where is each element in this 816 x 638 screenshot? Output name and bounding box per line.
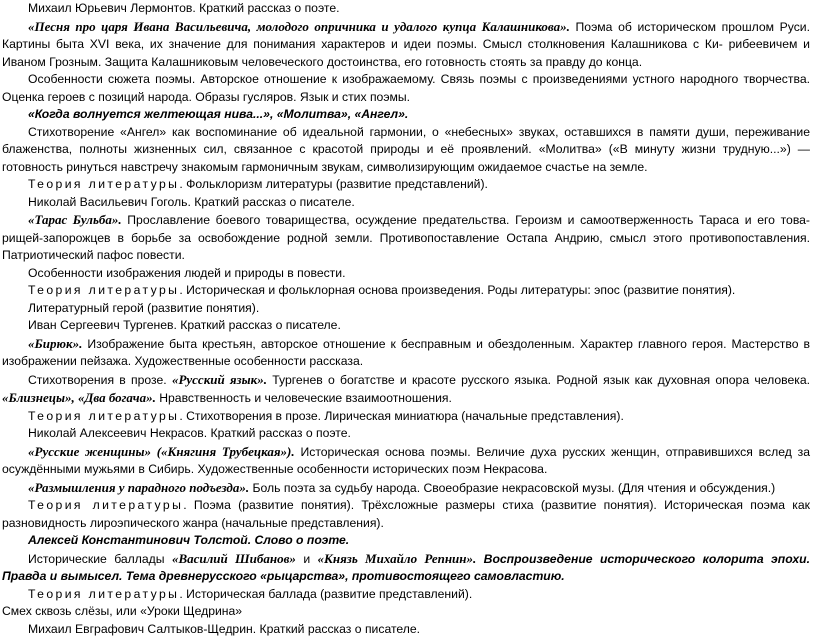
paragraph-prose-poems — [2, 371, 810, 408]
theory-label: Теория литературы — [28, 177, 179, 191]
paragraph-taras — [2, 211, 810, 265]
paragraph-emphasis-text: Воспроизведение исторического колорита эпохи. Правда и вымысел. Тема древнерусского «рыцарства», противостоящего самовластию. — [2, 552, 810, 584]
paragraph-poems-titles: «Когда волнуется желтеющая нива...», «Молитва», «Ангел». — [2, 106, 810, 124]
theory-text: . Историческая и фольклорная основа произведения. Роды литературы: эпос (развитие понятия). — [179, 283, 735, 297]
theory-text: . Фольклоризм литературы (развитие представлений). — [179, 177, 488, 191]
work-title: «Тарас Бульба». — [28, 212, 122, 227]
author-line-lermontov: Михаил Юрьевич Лермонтов. Краткий рассказ о поэте. — [2, 0, 810, 18]
work-title: «Песня про царя Ивана Васильевича, молодого опричника и удалого купца Калашникова». — [28, 19, 570, 34]
theory-paragraph — [2, 408, 810, 426]
theory-text: . Поэма (развитие понятия). Трёхсложные размеры стиха (развитие понятия). Историческая поэма как разновидность лироэпического жанра (начальные представления). — [2, 498, 810, 530]
paragraph-reflections — [2, 479, 810, 498]
paragraph-text: Поэма об историческом прошлом Руси. Картины быта XVI века, их значение для понимания характеров и идеи поэмы. Смысл столкновения Калашникова с Ки- рибеевичем и Иваном Грозным. Защита Калашниковым человеческого достоинства, его готовность стоять за правду до конца. — [2, 20, 810, 69]
theory-label: Теория литературы — [28, 587, 179, 601]
theory-label: Теория литературы — [28, 498, 183, 512]
paragraph-text: Историческая основа поэмы. Величие духа русских женщин, отправившихся вслед за осуждёнными мужьями в Сибирь. Художественные особенности исторических поэм Некрасова. — [2, 445, 810, 477]
author-line-saltykov: Михаил Евграфович Салтыков-Щедрин. Краткий рассказ о писателе. — [2, 621, 810, 638]
paragraph-text: Стихотворения в прозе. — [28, 373, 172, 387]
theory-label: Теория литературы — [28, 409, 179, 423]
work-title: «Бирюк». — [28, 336, 82, 351]
paragraph-text: Боль поэта за судьбу народа. Своеобразие некрасовской музы. (Для чтения и обсуждения.) — [249, 481, 775, 495]
work-title: «Василий Шибанов» — [172, 551, 296, 566]
author-line-tolstoy: Алексей Константинович Толстой. Слово о поэте. — [2, 532, 810, 550]
paragraph-features: Особенности сюжета поэмы. Авторское отношение к изображаемому. Связь поэмы с произведениями устного народного творчества. Оценка героев с позиций народа. Образы гусляров. Язык и стих поэмы. — [2, 71, 810, 106]
paragraph-ballads — [2, 550, 810, 586]
paragraph-text: Прославление боевого товарищества, осуждение предательства. Героизм и самоотверженность Тараса и его това- рищей-запорожцев в борьбе за освобождение родной земли. Противопоставление Остапа Андрию, смысл этого противопоставления. Патриотический пафос повести. — [2, 213, 810, 262]
theory-text: . Историческая баллада (развитие представлений). — [179, 587, 472, 601]
paragraph-text: Изображение быта крестьян, авторское отношение к бесправным и обездоленным. Характер главного героя. Мастерство в изображении пейзажа. Художественные особенности рассказа. — [2, 337, 810, 369]
paragraph-angel: Стихотворение «Ангел» как воспоминание об идеальной гармонии, о «небесных» звуках, оставшихся в памяти души, переживание блаженства, полноты жизненных сил, связанное с красотой природы и её проявлений. «Молитва» («В минуту жизни трудную...») — готовность ринуться навстречу знакомым гармоничным звукам, символизирующим ожидаемое счастье на земле. — [2, 124, 810, 177]
paragraph-biryuk — [2, 335, 810, 371]
theory-paragraph — [2, 282, 810, 300]
work-title: «Русские женщины» («Княгиня Трубецкая»). — [28, 444, 295, 459]
paragraph-text: Тургенев о богатстве и красоте русского языка. Родной язык как духовная опора человека. — [267, 373, 810, 387]
theory-paragraph — [2, 497, 810, 532]
theory-text: . Стихотворения в прозе. Лирическая миниатюра (начальные представления). — [179, 409, 624, 423]
paragraph-text: Исторические баллады — [28, 552, 172, 566]
paragraph-pesnya — [2, 18, 810, 72]
paragraph-russian-women — [2, 443, 810, 479]
theory-paragraph — [2, 176, 810, 194]
author-line-gogol: Николай Васильевич Гоголь. Краткий рассказ о писателе. — [2, 194, 810, 212]
work-title: «Близнецы», «Два богача». — [2, 390, 156, 405]
paragraph-text: Нравственность и человеческие взаимоотношения. — [156, 391, 452, 405]
work-title: «Русский язык». — [172, 372, 267, 387]
paragraph-features-gogol: Особенности изображения людей и природы в повести. — [2, 265, 810, 283]
section-heading-shchedrin: Смех сквозь слёзы, или «Уроки Щедрина» — [2, 603, 810, 621]
paragraph-hero: Литературный герой (развитие понятия). — [2, 300, 810, 318]
theory-label: Теория литературы — [28, 283, 179, 297]
work-title: «Размышления у парадного подъезда». — [28, 480, 249, 495]
paragraph-text: и — [296, 552, 318, 566]
author-line-nekrasov: Николай Алексеевич Некрасов. Краткий рассказ о поэте. — [2, 425, 810, 443]
work-title: «Князь Михайло Репнин». — [318, 551, 477, 566]
theory-paragraph — [2, 586, 810, 604]
author-line-turgenev: Иван Сергеевич Тургенев. Краткий рассказ о писателе. — [2, 317, 810, 335]
